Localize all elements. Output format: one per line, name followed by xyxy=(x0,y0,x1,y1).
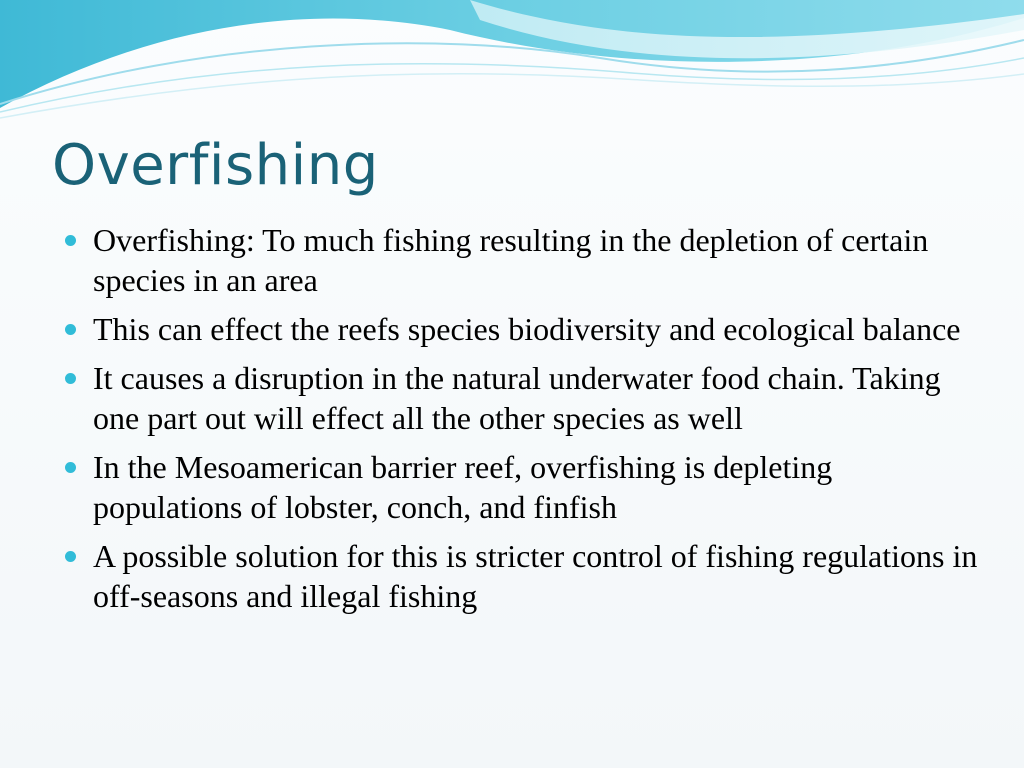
bullet-dot-icon xyxy=(65,324,76,335)
list-item xyxy=(62,536,982,616)
bullet-text: It causes a disruption in the natural underwater food chain. Taking one part out will effect all the other species as well xyxy=(93,360,941,436)
list-item xyxy=(62,447,982,527)
list-item xyxy=(62,220,982,300)
bullet-dot-icon xyxy=(65,373,76,384)
list-item xyxy=(62,358,982,438)
bullet-text: Overfishing: To much fishing resulting in the depletion of certain species in an area xyxy=(93,222,929,298)
bullet-dot-icon xyxy=(65,235,76,246)
bullet-text: In the Mesoamerican barrier reef, overfishing is depleting populations of lobster, conch, and finfish xyxy=(93,449,833,525)
slide-title: Overfishing xyxy=(52,133,379,198)
bullet-text: A possible solution for this is stricter control of fishing regulations in off-seasons and illegal fishing xyxy=(93,538,978,614)
wave-line-thin-3 xyxy=(0,74,1024,118)
bullet-dot-icon xyxy=(65,551,76,562)
list-item xyxy=(62,309,982,349)
bullet-list xyxy=(62,220,982,625)
bullet-dot-icon xyxy=(65,462,76,473)
header-wave-decoration xyxy=(0,0,1024,130)
bullet-text: This can effect the reefs species biodiversity and ecological balance xyxy=(93,311,961,347)
